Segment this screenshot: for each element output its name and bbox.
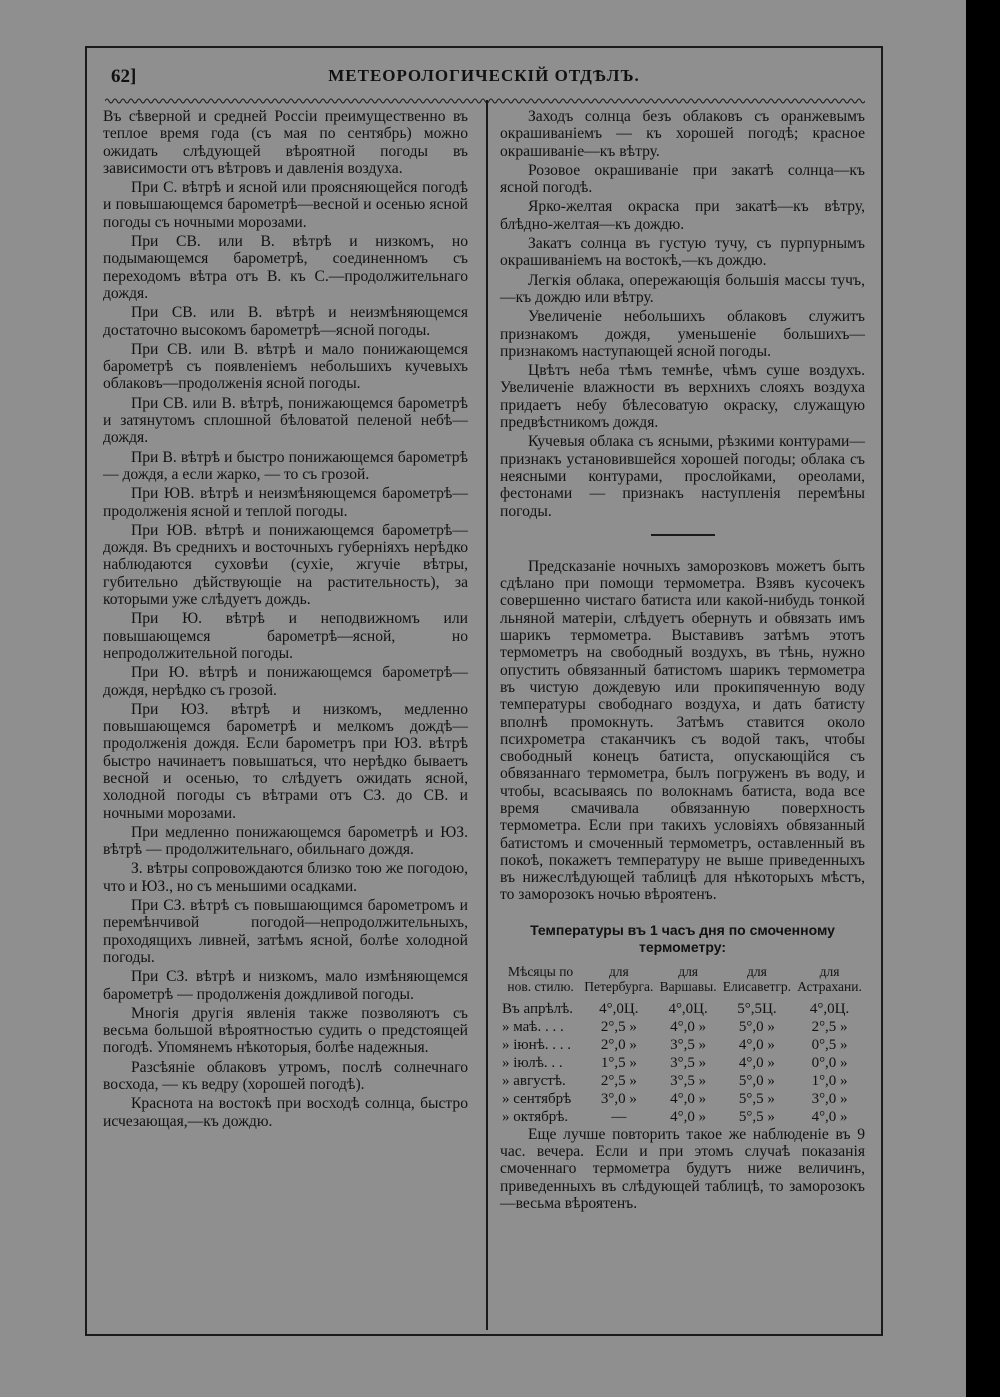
table-cell: » іюнѣ. . . . [502,1036,572,1053]
left-paragraph: При медленно понижающемся барометрѣ и ЮЗ. вѣтрѣ — продолжительнаго, обильнаго дождя. [103,823,468,859]
left-column [103,108,468,1132]
left-paragraph: При Ю. вѣтрѣ и понижающемся барометрѣ—дождя, нерѣдко съ грозой. [103,664,468,699]
right-paragraph: Цвѣтъ неба тѣмъ темнѣе, чѣмъ суше воздухъ. Увеличеніе влажности въ верхнихъ слояхъ воздуха придаетъ небу бѣлесоватую окраску, служащую предвѣстникомъ дождя. [500,362,865,432]
table-header-month: Мѣсяцы по нов. стилю. [507,963,574,994]
table-row [500,1000,865,1018]
table-cell: — [611,1108,627,1125]
right-paragraph: Закатъ солнца въ густую тучу, съ пурпурнымъ окрашиваніемъ на востокѣ,—къ дождю. [500,235,865,270]
page-header [87,66,881,96]
left-paragraph: При Ю. вѣтрѣ и неподвижномъ или повышающемся барометрѣ—ясной, но непродолжительной погоды. [103,610,468,662]
frost-paragraph: Предсказаніе ночныхъ заморозковъ можетъ быть сдѣлано при помощи термометра. Взявъ кусочекъ совершенно чистаго батиста или какой-нибудь тонкой льняной матеріи, слѣдуетъ обернуть и обвязать имъ шарикъ термометра. Выставивъ затѣмъ этотъ термометръ на свободный воздухъ, въ тѣнь, нужно опустить обвязанный батистомъ шарикъ термометра въ чистую дождевую или прокипяченную воду температуры свободнаго воздуха, и дать батисту вполнѣ промокнуть. Затѣмъ ставится около психрометра стаканчикъ съ водой такъ, чтобы свободный конецъ батиста, опускающійся съ обвязаннаго термометра, былъ погруженъ въ воду, и чтобы, всасываясь по волокнамъ батиста, вода все время смачивала обвязанную поверхность термометра. Если при такихъ условіяхъ обвязанный батистомъ и смоченный термометръ, оставленный въ покоѣ, покажетъ температуру не выше приведенныхъ въ нижеслѣдующей таблицѣ для нѣкоторыхъ мѣстъ, то заморозокъ ночью вѣроятенъ. [500,557,865,904]
table-cell: 4°,0 » [738,1036,775,1053]
table-cell: 4°,0 » [670,1108,707,1125]
table-header-row [500,964,865,1000]
left-paragraph: При СЗ. вѣтрѣ съ повышающимся барометромъ и перемѣнчивой погодой—непродолжительныхъ, проходящихъ ливней, затѣмъ ясной, болѣе холодной погоды. [103,897,468,966]
right-paragraph: Ярко-желтая окраска при закатѣ—къ вѣтру, блѣдно-желтая—къ дождю. [500,198,865,233]
table-cell: 4°,0 » [670,1018,707,1035]
right-paragraph: Розовое окрашиваніе при закатѣ солнца—къ ясной погодѣ. [500,161,865,197]
left-paragraph: При ЮВ. вѣтрѣ и неизмѣняющемся барометрѣ—продолженія ясной и теплой погоды. [103,485,468,520]
right-paragraph: Заходъ солнца безъ облаковъ съ оранжевымъ окрашиваніемъ — къ хорошей погодѣ; красное окрашиваніе—къ вѣтру. [500,108,865,160]
page-number: 62] [111,66,137,87]
table-title: Температуры въ 1 часъ дня по смоченному термометру: [530,921,835,955]
table-cell: » маѣ. . . . [502,1018,564,1035]
left-paragraph: Краснота на востокѣ при восходѣ солнца, быстро исчезающая,—къ дождю. [103,1095,468,1130]
table-cell: 5°,5 » [738,1108,775,1125]
table-cell: » сентябрѣ [502,1090,572,1107]
table-cell: 0°,0 » [811,1054,848,1071]
table-cell: Въ апрѣлѣ. [502,1000,574,1017]
table-cell: » августѣ. [502,1072,566,1089]
column-divider [486,100,488,1330]
table-cell: 5°,5 » [738,1090,775,1107]
left-paragraph: При СВ. или В. вѣтрѣ и неизмѣняющемся достаточно высокомъ барометрѣ—ясной погоды. [103,304,468,339]
table-cell: 4°,0 » [811,1108,848,1125]
table-row [500,1072,865,1090]
table-cell: 3°,5 » [670,1072,707,1089]
left-paragraph: При СВ. или В. вѣтрѣ, понижающемся барометрѣ и затянутомъ сплошной бѣловатой пеленой небѣ—дождя. [103,394,468,447]
right-column [500,108,865,1214]
left-paragraph: При ЮЗ. вѣтрѣ и низкомъ, медленно повышающемся барометрѣ и мелкомъ дождѣ—продолженія дождя. Если барометръ при ЮЗ. вѣтрѣ быстро начинаетъ повышаться, что нерѣдко бываетъ весной и осенью, то слѣдуетъ ожидать ясной, холодной погоды съ вѣтрами отъ СЗ. до СВ. и ночными морозами. [103,700,468,822]
table-cell: 4°,0Ц. [668,1000,708,1017]
right-paragraph: Легкія облака, опережающія большія массы тучъ,—къ дождю или вѣтру. [500,271,865,306]
table-cell: » октябрѣ. [502,1108,569,1125]
table-cell: 3°,5 » [670,1054,707,1071]
right-paragraph: Увеличеніе небольшихъ облаковъ служитъ признакомъ дождя, уменьшеніе большихъ—признакомъ наступающей ясной погоды. [500,308,865,360]
section-divider [651,534,715,536]
running-title: МЕТЕОРОЛОГИЧЕСКІЙ ОТДѢЛЪ. [328,66,640,85]
left-paragraph: При С. вѣтрѣ и ясной или проясняющейся погодѣ и повышающемся барометрѣ—весной и осенью ясной погоды съ ночными морозами. [103,179,468,231]
left-paragraph: При СВ. или В. вѣтрѣ и низкомъ, но подымающемся барометрѣ, соединенномъ съ переходомъ вѣтра отъ В. къ С.—продолжительнаго дождя. [103,233,468,302]
table-row [500,1108,865,1126]
table-cell: » іюлѣ. . . [502,1054,563,1071]
table-cell: 2°,5 » [600,1018,637,1035]
page-frame [85,46,883,1336]
left-paragraph: Многія другія явленія также позволяютъ съ весьма большой вѣроятностью судить о предстоящей погодѣ. Упомянемъ нѣкоторыя, болѣе надежныя. [103,1004,468,1057]
table-row [500,1018,865,1036]
table-cell: 5°,0 » [738,1072,775,1089]
table-header-warsaw: для Варшавы. [659,963,717,994]
table-cell: 2°,5 » [811,1018,848,1035]
left-paragraph: Разсѣяніе облаковъ утромъ, послѣ солнечнаго восхода, — къ ведру (хорошей погодѣ). [103,1058,468,1094]
table-cell: 2°,0 » [600,1036,637,1053]
table-cell: 2°,5 » [600,1072,637,1089]
table-row [500,1036,865,1054]
table-cell: 4°,0 » [670,1090,707,1107]
table-cell: 3°,0 » [600,1090,637,1107]
table-cell: 0°,5 » [811,1036,848,1053]
table-cell: 3°,5 » [670,1036,707,1053]
table-header-petersburg: для Петербурга. [584,963,654,994]
closing-paragraph: Еще лучше повторить такое же наблюденіе въ 9 час. вечера. Если и при этомъ случаѣ показанія смоченнаго термометра будутъ ниже величинъ, приведенныхъ въ слѣдующей таблицѣ, то заморозокъ—весьма вѣроятенъ. [500,1125,865,1212]
table-cell: 4°,0Ц. [809,1000,850,1017]
table-row [500,1054,865,1072]
table-cell: 3°,0 » [811,1090,848,1107]
left-paragraph: При СЗ. вѣтрѣ и низкомъ, мало измѣняющемся барометрѣ — продолженія дождливой погоды. [103,968,468,1003]
table-cell: 5°,5Ц. [737,1000,777,1017]
table-cell: 4°,0 » [738,1054,775,1071]
frost-temperature-table [500,964,865,1126]
table-cell: 4°,0Ц. [599,1000,639,1017]
table-row [500,1090,865,1108]
wavy-header-rule [105,96,865,106]
table-cell: 5°,0 » [738,1018,775,1035]
left-paragraph: З. вѣтры сопровождаются близко тою же погодою, что и ЮЗ., но съ меньшими осадками. [103,860,468,895]
left-paragraph: Въ сѣверной и средней Россіи преимущественно въ теплое время года (съ мая по сентябрь) можно ожидать слѣдующей вѣроятной погоды въ зависимости отъ вѣтровъ и давленія воздуха. [103,108,468,177]
table-cell: 1°,5 » [600,1054,637,1071]
left-paragraph: При СВ. или В. вѣтрѣ и мало понижающемся барометрѣ съ появленіемъ небольшихъ кучевыхъ облаковъ—продолженія ясной погоды. [103,340,468,393]
table-header-astrakhan: для Астрахани. [797,963,862,994]
left-paragraph: При В. вѣтрѣ и быстро понижающемся барометрѣ — дождя, а если жарко, — то съ грозой. [103,448,468,483]
right-paragraph: Кучевыя облака съ ясными, рѣзкими контурами—признакъ установившейся хорошей погоды; облака съ неясными контурами, прослойками, ореолами, фестонами — признакъ наступленія перемѣны погоды. [500,433,865,520]
table-header-elisavetgrad: для Елисаветгр. [722,963,792,994]
table-cell: 1°,0 » [811,1072,848,1089]
left-paragraph: При ЮВ. вѣтрѣ и понижающемся барометрѣ—дождя. Въ среднихъ и восточныхъ губерніяхъ нерѣдко наблюдаются суховѣи (сухіе, жгучіе вѣтры, губительно дѣйствующіе на растительность), за которыми уже слѣдуетъ дождь. [103,521,468,609]
